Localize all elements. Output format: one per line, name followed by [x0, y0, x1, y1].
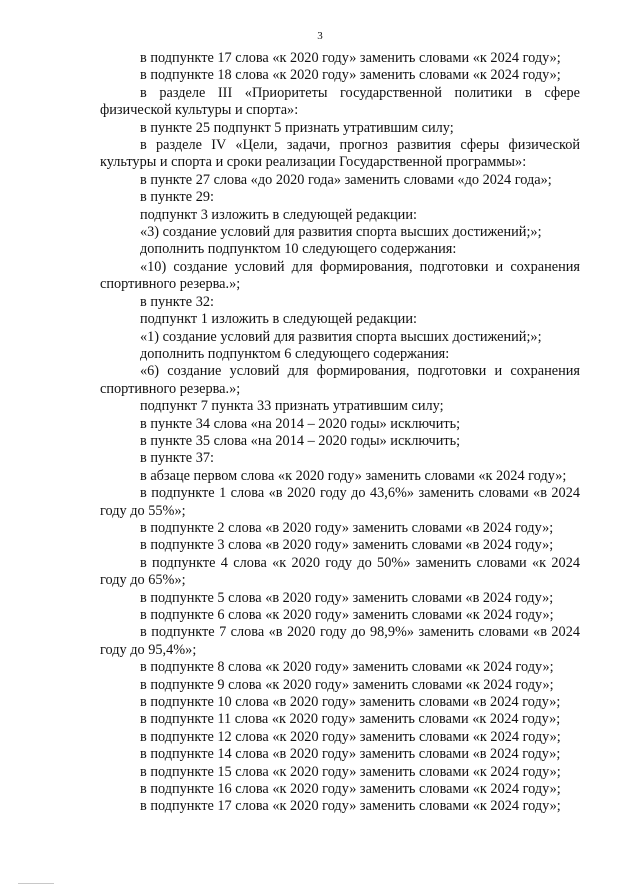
paragraph: подпункт 1 изложить в следующей редакции: — [140, 311, 417, 328]
paragraph: в пункте 29: — [140, 189, 214, 206]
document-body — [100, 50, 580, 816]
paragraph: в подпункте 5 слова «в 2020 году» заменить словами «в 2024 году»; — [140, 589, 554, 606]
paragraph: в подпункте 8 слова «к 2020 году» заменить словами «к 2024 году»; — [140, 659, 554, 676]
scan-artifact-line — [18, 883, 54, 884]
paragraph: в разделе IV «Цели, задачи, прогноз развития сферы физической культуры и спорта и сроки реализации Государственной программы»: — [100, 137, 580, 171]
paragraph: в подпункте 7 слова «в 2020 году до 98,9%» заменить словами «в 2024 году до 95,4%»; — [100, 624, 580, 658]
paragraph: в разделе III «Приоритеты государственной политики в сфере физической культуры и спорта»: — [100, 84, 580, 119]
paragraph: в пункте 34 слова «на 2014 – 2020 годы» исключить; — [140, 415, 461, 432]
paragraph: «6) создание условий для формирования, подготовки и сохранения спортивного резерва.»; — [100, 363, 580, 397]
paragraph: в подпункте 3 слова «в 2020 году» заменить словами «в 2024 году»; — [140, 537, 554, 554]
paragraph: дополнить подпунктом 6 следующего содержания: — [140, 345, 450, 362]
paragraph: подпункт 7 пункта 33 признать утратившим силу; — [140, 398, 444, 415]
paragraph: в подпункте 10 слова «в 2020 году» заменить словами «в 2024 году»; — [140, 694, 561, 711]
paragraph: в подпункте 16 слова «к 2020 году» заменить словами «к 2024 году»; — [140, 781, 561, 798]
paragraph: в подпункте 18 слова «к 2020 году» заменить словами «к 2024 году»; — [140, 67, 561, 84]
paragraph: в пункте 37: — [140, 450, 214, 467]
paragraph: «3) создание условий для развития спорта высших достижений;»; — [140, 224, 542, 241]
paragraph: в подпункте 12 слова «к 2020 году» заменить словами «к 2024 году»; — [140, 728, 561, 745]
paragraph: подпункт 3 изложить в следующей редакции: — [140, 206, 417, 223]
paragraph: в подпункте 15 слова «к 2020 году» заменить словами «к 2024 году»; — [140, 763, 561, 780]
paragraph: «1) создание условий для развития спорта высших достижений;»; — [140, 328, 542, 345]
paragraph: в подпункте 2 слова «в 2020 году» заменить словами «в 2024 году»; — [140, 519, 554, 536]
paragraph: в подпункте 14 слова «в 2020 году» заменить словами «в 2024 году»; — [140, 746, 561, 763]
paragraph: в подпункте 11 слова «к 2020 году» заменить словами «к 2024 году»; — [140, 711, 561, 728]
paragraph: дополнить подпунктом 10 следующего содержания: — [140, 241, 457, 258]
paragraph: в пункте 27 слова «до 2020 года» заменить словами «до 2024 года»; — [140, 171, 552, 188]
paragraph: в пункте 35 слова «на 2014 – 2020 годы» исключить; — [140, 432, 461, 449]
paragraph: в подпункте 6 слова «к 2020 году» заменить словами «к 2024 году»; — [140, 607, 554, 623]
paragraph: в подпункте 17 слова «к 2020 году» заменить словами «к 2024 году»; — [140, 50, 561, 66]
page-number: 3 — [317, 30, 323, 42]
paragraph: в абзаце первом слова «к 2020 году» заменить словами «к 2024 году»; — [140, 467, 567, 484]
paragraph: в подпункте 17 слова «к 2020 году» заменить словами «к 2024 году»; — [140, 798, 561, 815]
paragraph: в пункте 25 подпункт 5 признать утратившим силу; — [140, 119, 454, 136]
paragraph: «10) создание условий для формирования, подготовки и сохранения спортивного резерва.»; — [100, 258, 580, 293]
paragraph: в пункте 32: — [140, 293, 214, 310]
paragraph: в подпункте 1 слова «в 2020 году до 43,6%» заменить словами «в 2024 году до 55%»; — [100, 485, 580, 519]
paragraph: в подпункте 4 слова «к 2020 году до 50%» заменить словами «к 2024 году до 65%»; — [100, 554, 580, 589]
paragraph: в подпункте 9 слова «к 2020 году» заменить словами «к 2024 году»; — [140, 676, 554, 693]
